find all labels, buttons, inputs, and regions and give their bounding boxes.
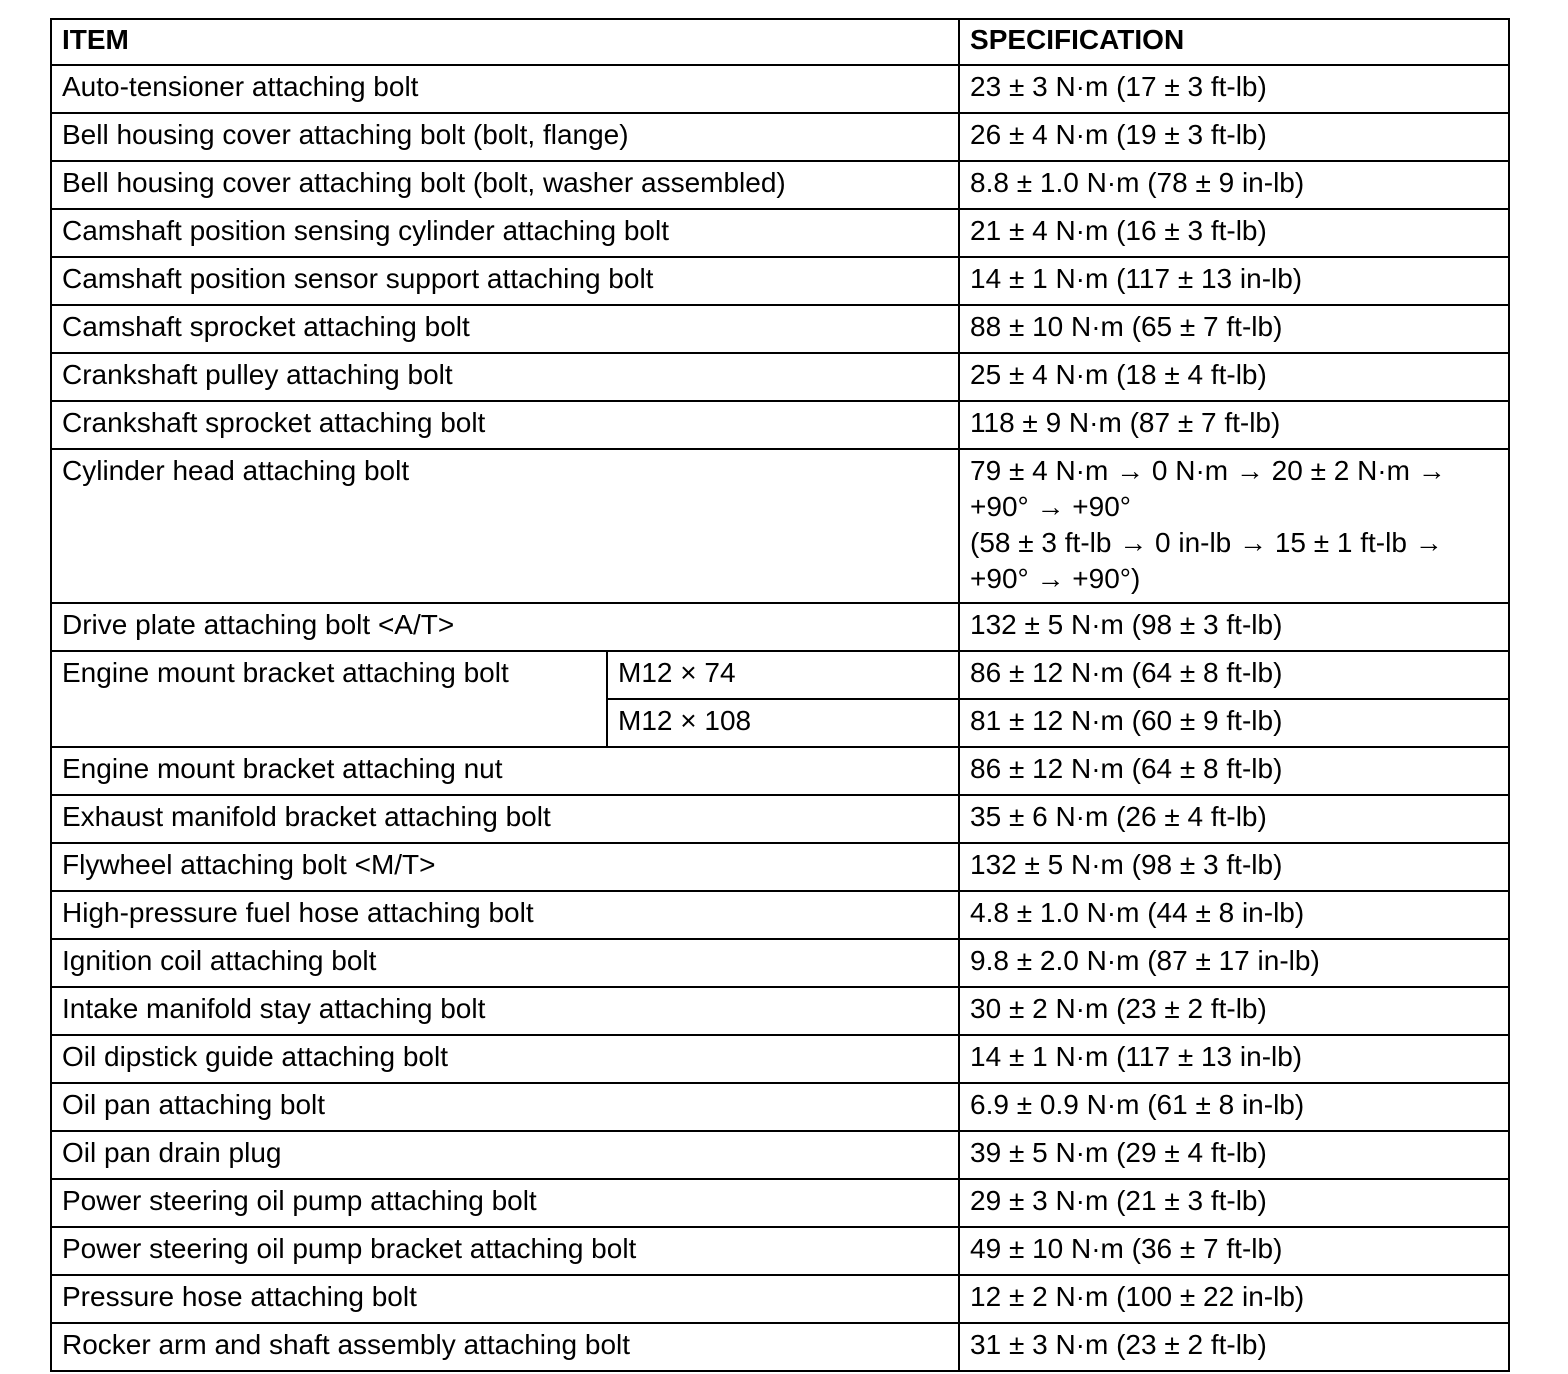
table-row <box>51 891 1509 939</box>
item-cell: Cylinder head attaching bolt <box>51 449 959 603</box>
spec-cell: 118 ± 9 N·m (87 ± 7 ft-lb) <box>959 401 1509 449</box>
item-cell: Intake manifold stay attaching bolt <box>51 987 959 1035</box>
item-cell: Oil pan attaching bolt <box>51 1083 959 1131</box>
table-row <box>51 401 1509 449</box>
spec-cell: 26 ± 4 N·m (19 ± 3 ft-lb) <box>959 113 1509 161</box>
table-row <box>51 1035 1509 1083</box>
table-row <box>51 747 1509 795</box>
item-cell: Exhaust manifold bracket attaching bolt <box>51 795 959 843</box>
spec-cell: 132 ± 5 N·m (98 ± 3 ft-lb) <box>959 603 1509 651</box>
torque-spec-table <box>50 18 1510 1372</box>
table-row <box>51 353 1509 401</box>
size-cell: M12 × 74 <box>607 651 959 699</box>
item-cell: Auto-tensioner attaching bolt <box>51 65 959 113</box>
table-row <box>51 1083 1509 1131</box>
table-row <box>51 795 1509 843</box>
item-cell: Camshaft sprocket attaching bolt <box>51 305 959 353</box>
spec-cell: 25 ± 4 N·m (18 ± 4 ft-lb) <box>959 353 1509 401</box>
item-cell: Oil dipstick guide attaching bolt <box>51 1035 959 1083</box>
table-row <box>51 305 1509 353</box>
spec-cell: 29 ± 3 N·m (21 ± 3 ft-lb) <box>959 1179 1509 1227</box>
table-row <box>51 65 1509 113</box>
spec-cell: 21 ± 4 N·m (16 ± 3 ft-lb) <box>959 209 1509 257</box>
table-row <box>51 1227 1509 1275</box>
table-header-row <box>51 19 1509 65</box>
spec-cell: 86 ± 12 N·m (64 ± 8 ft-lb) <box>959 651 1509 699</box>
item-cell: Power steering oil pump attaching bolt <box>51 1179 959 1227</box>
item-cell: Flywheel attaching bolt <M/T> <box>51 843 959 891</box>
item-cell: Engine mount bracket attaching nut <box>51 747 959 795</box>
spec-cell: 14 ± 1 N·m (117 ± 13 in-lb) <box>959 1035 1509 1083</box>
spec-line: +90° → +90°) <box>970 563 1141 594</box>
spec-cell: 9.8 ± 2.0 N·m (87 ± 17 in-lb) <box>959 939 1509 987</box>
table-row <box>51 603 1509 651</box>
spec-cell: 88 ± 10 N·m (65 ± 7 ft-lb) <box>959 305 1509 353</box>
item-cell: Oil pan drain plug <box>51 1131 959 1179</box>
table-row <box>51 257 1509 305</box>
spec-cell: 31 ± 3 N·m (23 ± 2 ft-lb) <box>959 1323 1509 1371</box>
spec-cell: 8.8 ± 1.0 N·m (78 ± 9 in-lb) <box>959 161 1509 209</box>
spec-cell: 49 ± 10 N·m (36 ± 7 ft-lb) <box>959 1227 1509 1275</box>
table-row <box>51 1323 1509 1371</box>
table-row <box>51 1131 1509 1179</box>
spec-cell: 86 ± 12 N·m (64 ± 8 ft-lb) <box>959 747 1509 795</box>
table-row <box>51 113 1509 161</box>
spec-cell: 23 ± 3 N·m (17 ± 3 ft-lb) <box>959 65 1509 113</box>
item-cell: Crankshaft pulley attaching bolt <box>51 353 959 401</box>
table-row <box>51 939 1509 987</box>
table-row <box>51 1179 1509 1227</box>
table-row <box>51 987 1509 1035</box>
spec-cell: 39 ± 5 N·m (29 ± 4 ft-lb) <box>959 1131 1509 1179</box>
table-row <box>51 209 1509 257</box>
spec-cell-multiline <box>959 449 1509 603</box>
table-row-cylinder-head <box>51 449 1509 603</box>
spec-cell: 14 ± 1 N·m (117 ± 13 in-lb) <box>959 257 1509 305</box>
item-cell: Pressure hose attaching bolt <box>51 1275 959 1323</box>
spec-cell: 4.8 ± 1.0 N·m (44 ± 8 in-lb) <box>959 891 1509 939</box>
item-cell: Crankshaft sprocket attaching bolt <box>51 401 959 449</box>
table-row <box>51 161 1509 209</box>
spec-cell: 6.9 ± 0.9 N·m (61 ± 8 in-lb) <box>959 1083 1509 1131</box>
item-cell: Camshaft position sensor support attaching bolt <box>51 257 959 305</box>
item-cell: Ignition coil attaching bolt <box>51 939 959 987</box>
item-cell: Rocker arm and shaft assembly attaching bolt <box>51 1323 959 1371</box>
table-row <box>51 1275 1509 1323</box>
item-cell: Engine mount bracket attaching bolt <box>51 651 607 747</box>
table-row-engine-mount <box>51 651 1509 699</box>
item-cell: Drive plate attaching bolt <A/T> <box>51 603 959 651</box>
size-cell: M12 × 108 <box>607 699 959 747</box>
item-cell: Bell housing cover attaching bolt (bolt, flange) <box>51 113 959 161</box>
spec-line: +90° → +90° <box>970 491 1131 522</box>
item-cell: High-pressure fuel hose attaching bolt <box>51 891 959 939</box>
spec-cell: 30 ± 2 N·m (23 ± 2 ft-lb) <box>959 987 1509 1035</box>
spec-cell: 35 ± 6 N·m (26 ± 4 ft-lb) <box>959 795 1509 843</box>
header-specification: SPECIFICATION <box>959 19 1509 65</box>
spec-cell: 12 ± 2 N·m (100 ± 22 in-lb) <box>959 1275 1509 1323</box>
spec-cell: 132 ± 5 N·m (98 ± 3 ft-lb) <box>959 843 1509 891</box>
item-cell: Power steering oil pump bracket attaching bolt <box>51 1227 959 1275</box>
spec-line: (58 ± 3 ft-lb → 0 in-lb → 15 ± 1 ft-lb → <box>970 527 1443 558</box>
header-item: ITEM <box>51 19 959 65</box>
item-cell: Bell housing cover attaching bolt (bolt, washer assembled) <box>51 161 959 209</box>
table-row <box>51 843 1509 891</box>
item-cell: Camshaft position sensing cylinder attaching bolt <box>51 209 959 257</box>
spec-cell: 81 ± 12 N·m (60 ± 9 ft-lb) <box>959 699 1509 747</box>
spec-line: 79 ± 4 N·m → 0 N·m → 20 ± 2 N·m → <box>970 455 1446 486</box>
